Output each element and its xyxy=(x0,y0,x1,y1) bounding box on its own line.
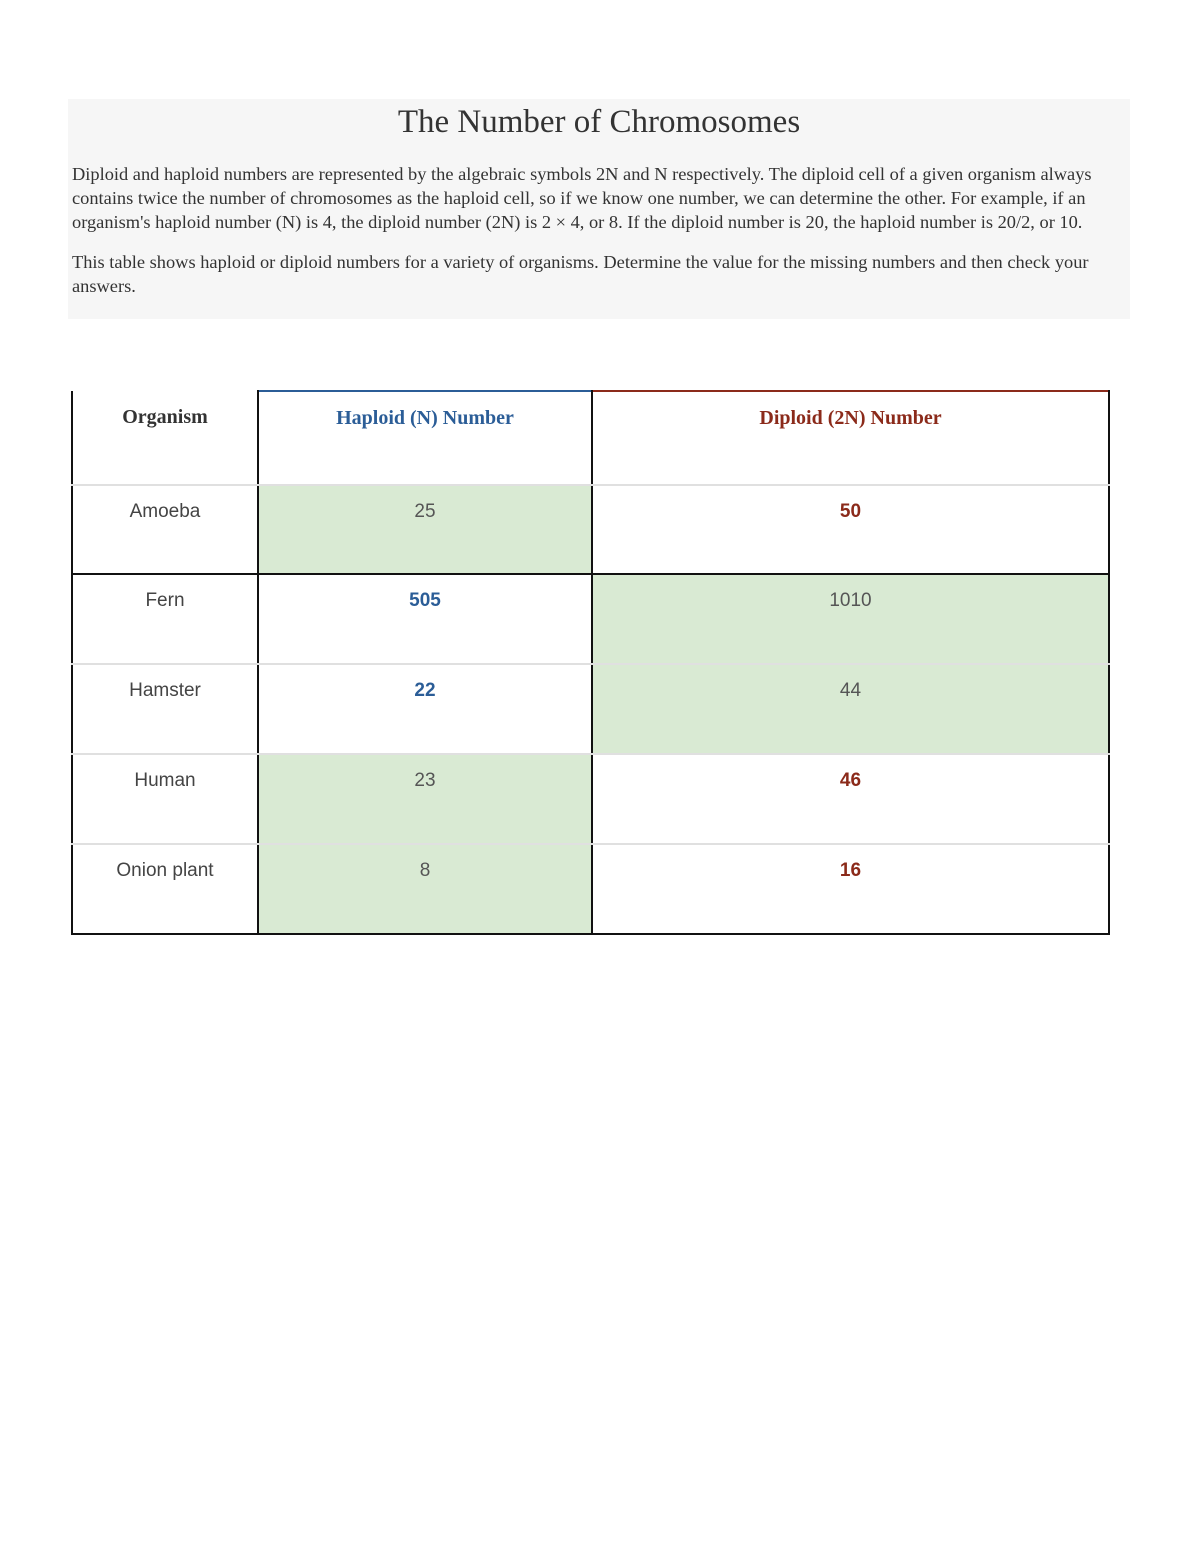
diploid-answer-cell: 46 xyxy=(592,754,1109,844)
chromosome-table-container xyxy=(71,390,1108,935)
organism-cell: Fern xyxy=(72,574,258,664)
table-header-row xyxy=(72,391,1109,485)
haploid-cell: 25 xyxy=(258,485,592,574)
header-haploid: Haploid (N) Number xyxy=(258,391,592,485)
page-title: The Number of Chromosomes xyxy=(397,104,801,140)
diploid-answer-cell: 16 xyxy=(592,844,1109,934)
haploid-answer-cell: 505 xyxy=(258,574,592,664)
intro-paragraph-1: Diploid and haploid numbers are represented by the algebraic symbols 2N and N respectively. The diploid cell of a given organism always contains twice the number of chromosomes as the haploid cell, so if we know one number, we can determine the other. For example, if an organism's haploid number (N) is 4, the diploid number (2N) is 2 × 4, or 8. If the diploid number is 20, the haploid number is 20/2, or 10. xyxy=(72,164,1092,232)
table-row xyxy=(72,754,1109,844)
organism-cell: Amoeba xyxy=(72,485,258,574)
table-row xyxy=(72,844,1109,934)
table-row xyxy=(72,485,1109,574)
diploid-answer-cell: 50 xyxy=(592,485,1109,574)
organism-cell: Onion plant xyxy=(72,844,258,934)
haploid-answer-cell: 22 xyxy=(258,664,592,754)
diploid-cell: 44 xyxy=(592,664,1109,754)
chromosome-table xyxy=(71,390,1110,935)
intro-section xyxy=(68,99,1130,319)
table-row xyxy=(72,664,1109,754)
haploid-cell: 23 xyxy=(258,754,592,844)
intro-paragraph-2: This table shows haploid or diploid numbers for a variety of organisms. Determine the value for the missing numbers and then check your answers. xyxy=(72,252,1089,296)
header-organism: Organism xyxy=(72,391,258,485)
organism-cell: Hamster xyxy=(72,664,258,754)
haploid-cell: 8 xyxy=(258,844,592,934)
organism-cell: Human xyxy=(72,754,258,844)
table-row xyxy=(72,574,1109,664)
diploid-cell: 1010 xyxy=(592,574,1109,664)
header-diploid: Diploid (2N) Number xyxy=(592,391,1109,485)
